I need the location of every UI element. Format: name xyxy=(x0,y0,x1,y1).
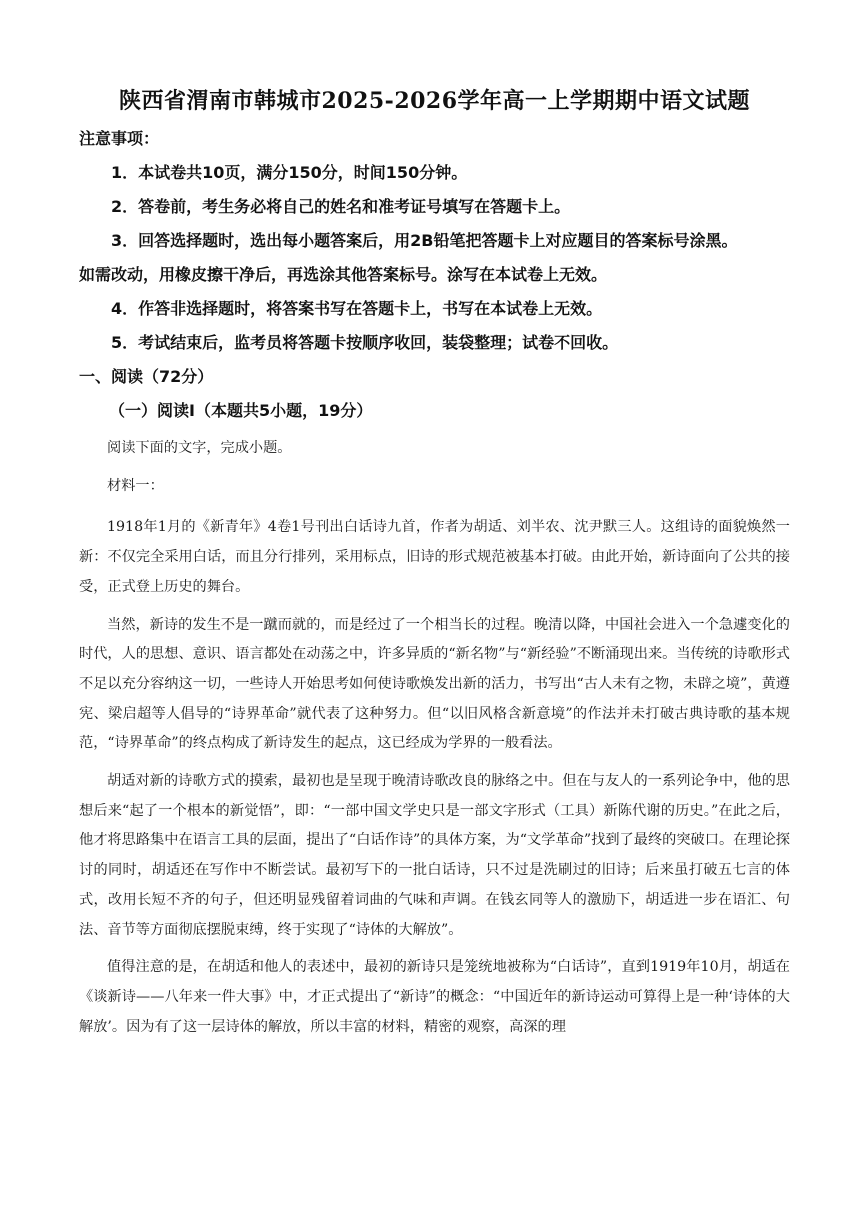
passage-paragraph: 胡适对新的诗歌方式的摸索，最初也是呈现于晚清诗歌改良的脉络之中。但在与友人的一系列论争中，他的思想后来“起了一个根本的新觉悟”，即：“一部中国文学史只是一部文字形式（工具）新陈代谢的历史。”在此之后，他才将思路集中在语言工具的层面，提出了“白话作诗”的具体方案，为“文学革命”找到了最终的突破口。在理论探讨的同时，胡适还在写作中不断尝试。最初写下的一批白话诗，只不过是洗刷过的旧诗；后来虽打破五七言的体式，改用长短不齐的句子，但还明显残留着词曲的气味和声调。在钱玄同等人的激励下，胡适进一步在语汇、句法、音节等方面彻底摆脱束缚，终于实现了“诗体的大解放”。 xyxy=(79,773,790,938)
subsection-heading: （一）阅读Ⅰ（本题共5小题，19分） xyxy=(109,401,373,420)
notice-list xyxy=(79,161,790,355)
notice-item: 5．考试结束后，监考员将答题卡按顺序收回，装袋整理；试卷不回收。 xyxy=(111,333,619,352)
notice-heading: 注意事项： xyxy=(79,129,160,148)
notice-item: 3．回答选择题时，选出每小题答案后，用2B铅笔把答题卡上对应题目的答案标号涂黑。 xyxy=(111,231,738,250)
passage-paragraph: 当然，新诗的发生不是一蹴而就的，而是经过了一个相当长的过程。晚清以降，中国社会进入一个急遽变化的时代，人的思想、意识、语言都处在动荡之中，许多异质的“新名物”与“新经验”不断涌现出来。当传统的诗歌形式不足以充分容纳这一切，一些诗人开始思考如何使诗歌焕发出新的活力，书写出“古人未有之物，未辟之境”，黄遵宪、梁启超等人倡导的“诗界革命”就代表了这种努力。但“以旧风格含新意境”的作法并未打破古典诗歌的基本规范，“诗界革命”的终点构成了新诗发生的起点，这已经成为学界的一般看法。 xyxy=(79,616,790,752)
passage-paragraph: 1918年1月的《新青年》4卷1号刊出白话诗九首，作者为胡适、刘半农、沈尹默三人。这组诗的面貌焕然一新：不仅完全采用白话，而且分行排列，采用标点，旧诗的形式规范被基本打破。由此开始，新诗面向了公共的接受，正式登上历史的舞台。 xyxy=(79,519,790,595)
page-title: 陕西省渭南市韩城市2025-2026学年高一上学期期中语文试题 xyxy=(118,88,751,114)
notice-item: 2．答卷前，考生务必将自己的姓名和准考证号填写在答题卡上。 xyxy=(111,197,571,216)
instruction-text: 阅读下面的文字，完成小题。 xyxy=(107,440,292,456)
notice-item: 1．本试卷共10页，满分150分，时间150分钟。 xyxy=(111,163,468,182)
notice-item: 4．作答非选择题时，将答案书写在答题卡上，书写在本试卷上无效。 xyxy=(111,299,603,318)
reading-passage xyxy=(79,434,790,1042)
section-heading: 一、阅读（72分） xyxy=(79,367,214,386)
passage-paragraph: 值得注意的是，在胡适和他人的表述中，最初的新诗只是笼统地被称为“白话诗”，直到1919年10月，胡适在《谈新诗——八年来一件大事》中，才正式提出了“新诗”的概念：“中国近年的新诗运动可算得上是一种‘诗体的大解放’。因为有了这一层诗体的解放，所以丰富的材料，精密的观察，高深的理 xyxy=(79,959,790,1035)
notice-item-continuation: 如需改动，用橡皮擦干净后，再选涂其他答案标号。涂写在本试卷上无效。 xyxy=(79,265,608,284)
material-label: 材料一： xyxy=(107,477,164,494)
